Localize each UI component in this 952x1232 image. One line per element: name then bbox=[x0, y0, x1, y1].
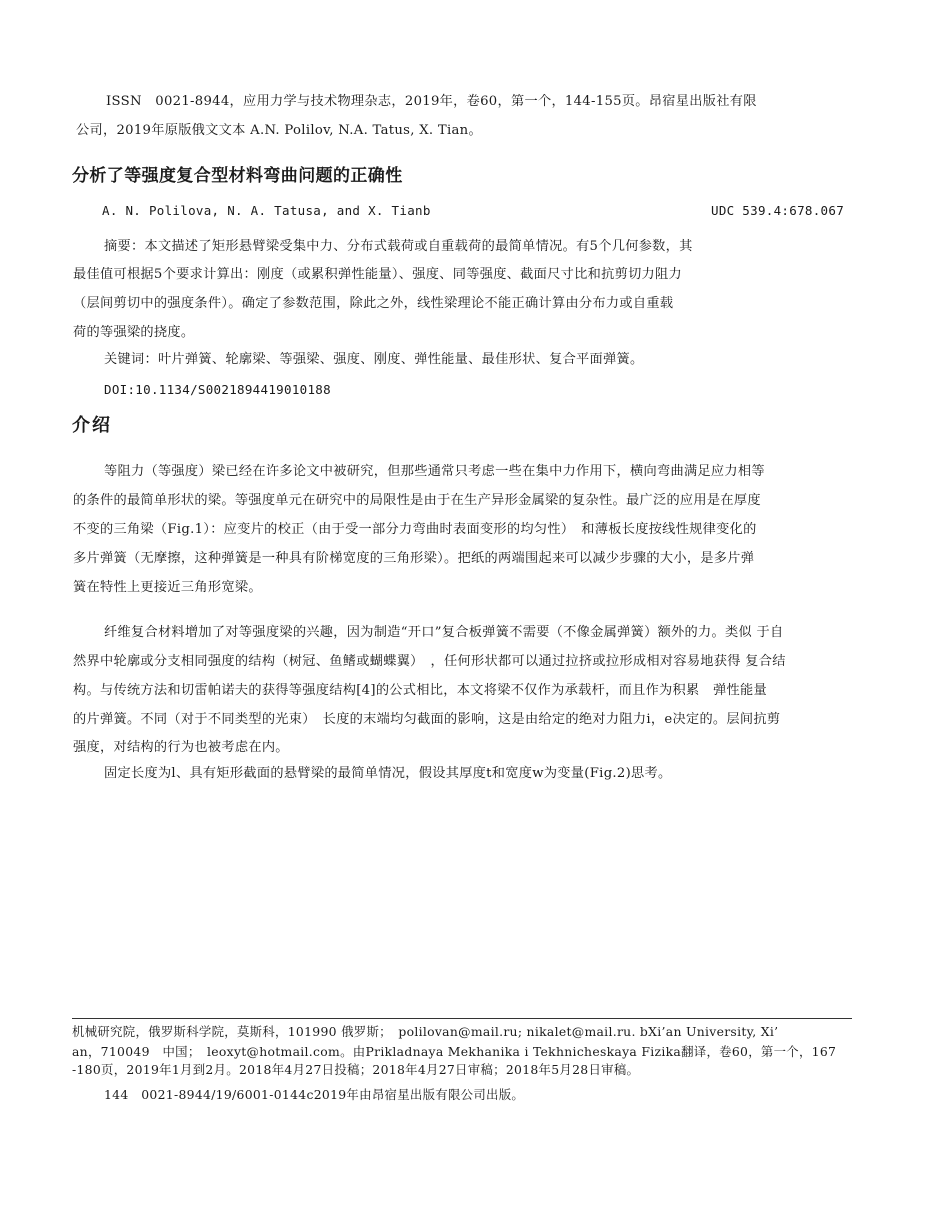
section-heading-introduction: 介绍 bbox=[72, 415, 112, 436]
doi: DOI:10.1134/S0021894419010188 bbox=[104, 382, 331, 397]
header-citation-line-1: ISSN 0021-8944，应用力学与技术物理杂志，2019年，卷60，第一个，144-155页。昂宿星出版社有限 bbox=[106, 94, 757, 109]
abstract-line: （层间剪切中的强度条件）。确定了参数范围，除此之外，线性梁理论不能正确计算由分布力或自重载 bbox=[73, 296, 674, 311]
keywords: 关键词：叶片弹簧、轮廓梁、等强梁、强度、刚度、弹性能量、最佳形状、复合平面弹簧。 bbox=[104, 352, 644, 367]
paragraph-2-line: 强度，对结构的行为也被考虑在内。 bbox=[73, 740, 289, 755]
paragraph-3: 固定长度为l、具有矩形截面的悬臂梁的最简单情况，假设其厚度t和宽度w为变量(Fig.2)思考。 bbox=[104, 766, 672, 781]
paragraph-2-line: 构。与传统方法和切雷帕诺夫的获得等强度结构[4]的公式相比，本文将梁不仅作为承载杆，而且作为积累 弹性能量 bbox=[73, 683, 767, 698]
paragraph-2-line: 纤维复合材料增加了对等强度梁的兴趣，因为制造“开口”复合板弹簧不需要（不像金属弹簧）额外的力。类似 于自 bbox=[104, 625, 784, 640]
footnote-line: an，710049 中国； leoxyt@hotmail.com。由Prikladnaya Mekhanika i Tekhnicheskaya Fizika翻译，卷60，第一个，167 bbox=[72, 1044, 837, 1059]
abstract-line: 摘要：本文描述了矩形悬臂梁受集中力、分布式载荷或自重载荷的最简单情况。有5个几何参数，其 bbox=[104, 239, 693, 254]
header-citation-line-2: 公司，2019年原版俄文文本 A.N. Polilov, N.A. Tatus, X. Tian。 bbox=[76, 123, 482, 138]
paragraph-1-line: 等阻力（等强度）梁已经在许多论文中被研究，但那些通常只考虑一些在集中力作用下，横向弯曲满足应力相等 bbox=[104, 464, 765, 479]
authors: A. N. Polilova, N. A. Tatusa, and X. Tianb bbox=[102, 203, 431, 218]
paragraph-1-line: 的条件的最简单形状的梁。等强度单元在研究中的局限性是由于在生产异形金属梁的复杂性。最广泛的应用是在厚度 bbox=[73, 493, 761, 508]
paragraph-1-line: 不变的三角梁（Fig.1）：应变片的校正（由于受一部分力弯曲时表面变形的均匀性） 和薄板长度按线性规律变化的 bbox=[73, 522, 757, 537]
footnote-line: 机械研究院，俄罗斯科学院，莫斯科，101990 俄罗斯； polilovan@mail.ru; nikalet@mail.ru. bXi’an University, Xi’ bbox=[72, 1024, 779, 1039]
footnote-divider bbox=[72, 1018, 852, 1019]
abstract-line: 最佳值可根据5个要求计算出：刚度（或累积弹性能量）、强度、同等强度、截面尺寸比和抗剪切力阻力 bbox=[73, 267, 683, 282]
udc-code: UDC 539.4:678.067 bbox=[711, 203, 845, 218]
paragraph-1-line: 多片弹簧（无摩擦，这种弹簧是一种具有阶梯宽度的三角形梁）。把纸的两端围起来可以减少步骤的大小，是多片弹 bbox=[73, 551, 755, 566]
paragraph-2-line: 的片弹簧。不同（对于不同类型的光束） 长度的末端均匀截面的影响，这是由给定的绝对力阻力i，e决定的。层间抗剪 bbox=[73, 712, 781, 727]
abstract-line: 荷的等强梁的挠度。 bbox=[73, 325, 195, 340]
paper-title: 分析了等强度复合型材料弯曲问题的正确性 bbox=[72, 166, 403, 186]
paragraph-2-line: 然界中轮廓或分支相同强度的结构（树冠、鱼鳍或蝴蝶翼） ，任何形状都可以通过拉挤或拉形成相对容易地获得 复合结 bbox=[73, 654, 786, 669]
footnote-publisher-line: 144 0021-8944/19/6001-0144c2019年由昂宿星出版有限公司出版。 bbox=[104, 1087, 525, 1102]
paragraph-1-line: 簧在特性上更接近三角形宽梁。 bbox=[73, 580, 262, 595]
footnote-line: -180页，2019年1月到2月。2018年4月27日投稿；2018年4月27日审稿；2018年5月28日审稿。 bbox=[72, 1062, 640, 1077]
